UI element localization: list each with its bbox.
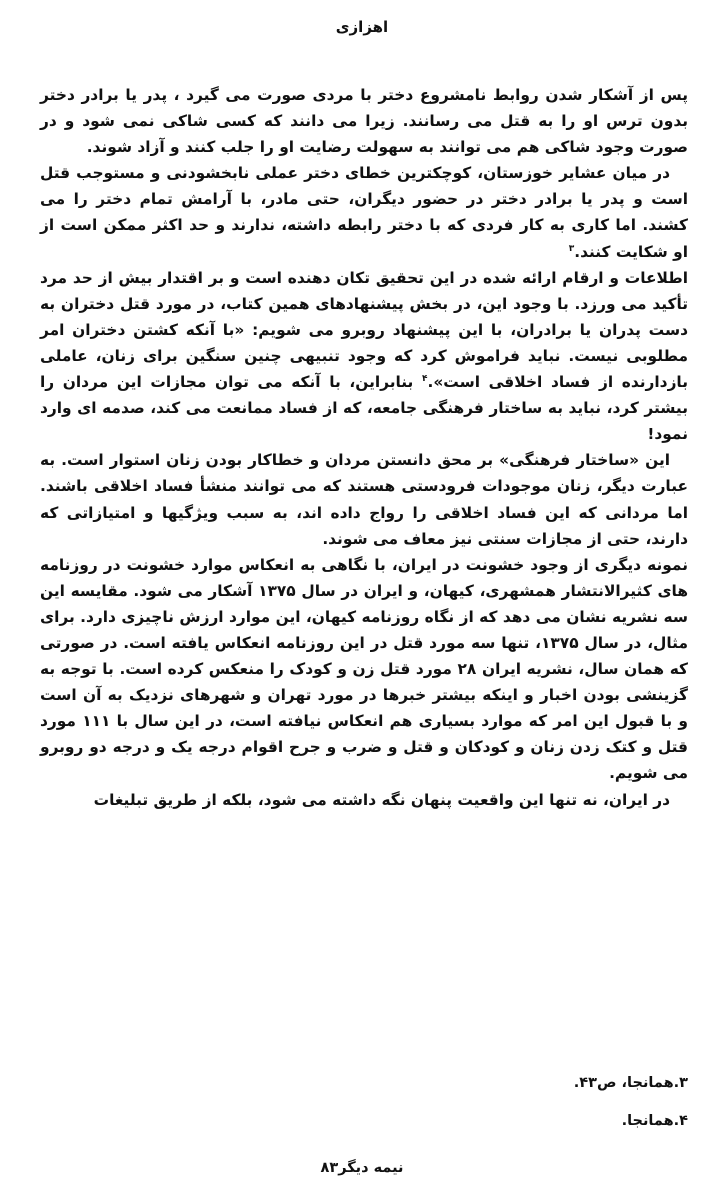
page-folio: نیمه دیگر۸۳	[320, 1160, 404, 1176]
paragraph-3-text: اطلاعات و ارقام ارائه شده در این تحقیق تکان دهنده است و بر اقتدار بیش از حد مرد تأکید می ورزد. با وجود این، در بخش پیشنهادهای همین کتاب، در مورد قتل دختران به دست پدران یا برادران، با این پیشنهاد روبرو می شویم: «با آنکه کشتن دختران امر مطلوبی نیست. نباید فراموش کرد که وجود تنبیهی چنین سنگین برای زنان، عاملی بازدارنده از فساد اخلاقی است».	[40, 268, 688, 392]
footnote-4: ۴.همانجا.	[621, 1113, 688, 1129]
paragraph-2	[40, 160, 688, 264]
paragraph-4: این «ساختار فرهنگی» بر محق دانستن مردان و خطاکار بودن زنان استوار است. به عبارت دیگر، زنان موجودات فرودستی هستند که می توانند منشأ فساد اخلاقی باشند. اما مردانی که این فساد اخلاقی را رواج داده اند، به سبب ویژگیها و امتیازاتی که دارند، حتی از مجازات سنتی نیز معاف می شوند.	[40, 451, 688, 548]
paragraph-5: نمونه دیگری از وجود خشونت در ایران، با نگاهی به انعکاس موارد خشونت در روزنامه های کثیرالانتشار همشهری، کیهان، و ایران در سال ۱۳۷۵ آشکار می شود. مقایسه این سه نشریه نشان می دهد که از نگاه روزنامه کیهان، این موارد ارزش ناچیزی دارد. برای مثال، در سال ۱۳۷۵، تنها سه مورد قتل در این روزنامه انعکاس یافته است. در صورتی که همان سال، نشریه ایران ۲۸ مورد قتل زن و کودک را منعکس کرده است. با توجه به گزینشی بودن اخبار و اینکه بیشتر خبرها در مورد تهران و شهرهای نزدیک به آن است و با قبول این امر که موارد بسیاری هم انعکاس نیافته است، در این سال با ۱۱۱ مورد قتل و کتک زدن زنان و کودکان و قتل و ضرب و جرح اقوام درجه یک و درجه دو روبرو می شویم.	[40, 555, 689, 783]
running-head: اهزازی	[335, 18, 389, 36]
footnote-3: ۳.همانجا، ص۴۳.	[573, 1075, 688, 1091]
paragraph-3-continuation: بنابراین، با آنکه می توان مجازات این مردان را بیشتر کرد، نباید به ساختار فرهنگی جامعه، که از فساد ممانعت می کند، صدمه ای وارد نمود!	[40, 373, 688, 444]
paragraph-6: در ایران، نه تنها این واقعیت پنهان نگه داشته می شود، بلکه از طریق تبلیغات	[93, 790, 670, 809]
footnote-ref-4: ۴	[421, 373, 428, 384]
paragraph-3	[40, 265, 688, 448]
paragraph-1: پس از آشکار شدن روابط نامشروع دختر با مردی صورت می گیرد ، پدر یا برادر دختر بدون ترس او را به قتل می رسانند. زیرا می دانند که کسی شاکی نمی شود و در صورت وجود شاکی هم می توانند به سهولت رضایت او را جلب کنند و آزاد شوند.	[40, 86, 688, 157]
footnotes	[40, 1075, 688, 1151]
paragraph-2-text: در میان عشایر خوزستان، کوچکترین خطای دختر عملی نابخشودنی و مستوجب قتل است و پدر یا برادر دختر در حضور دیگران، حتی مادر، با آرامش تمام دختر را می کشند. اما کاری به کار فردی که با دختر رابطه داشته، ندارند و حد اکثر ممکن است از او شکایت کنند.	[40, 164, 688, 261]
footnote-ref-3: ۳	[568, 243, 575, 254]
body-text	[40, 82, 688, 813]
